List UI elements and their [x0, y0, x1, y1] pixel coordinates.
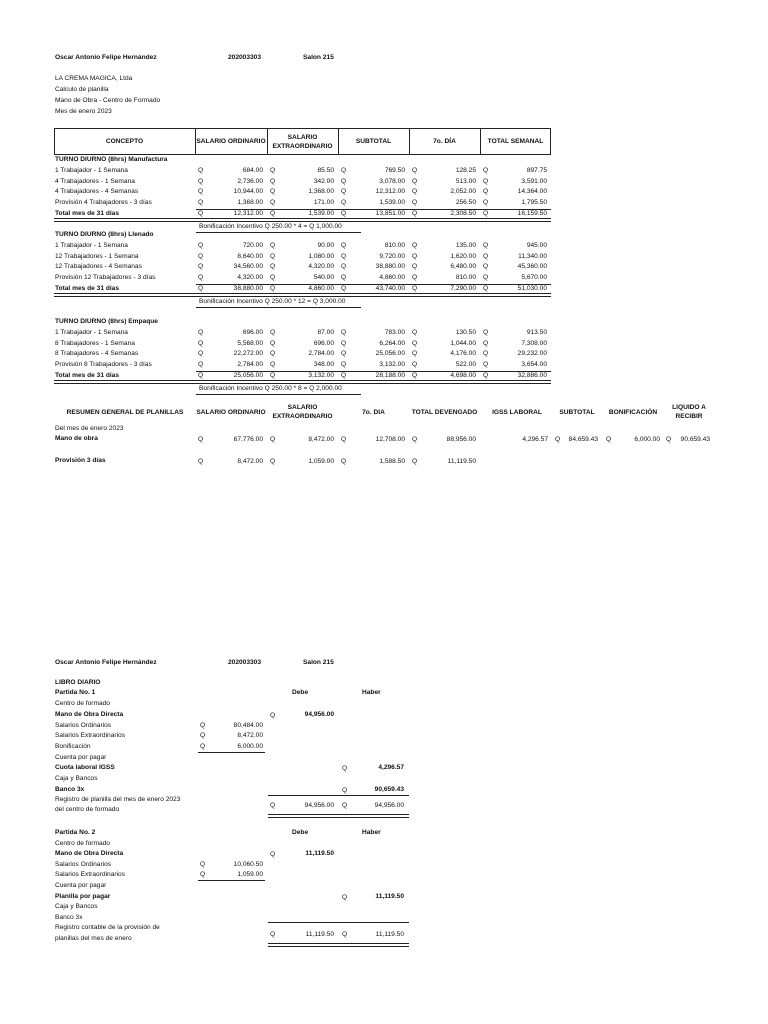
currency-q: Q	[270, 177, 276, 185]
resumen-col-devengado: TOTAL DEVENGADO	[411, 408, 478, 416]
row-value: 897.75	[526, 166, 547, 174]
total-value: 7,290.00	[450, 285, 476, 292]
currency-q: Q	[341, 210, 347, 217]
currency-q: Q	[483, 372, 489, 379]
currency-q: Q	[412, 285, 418, 292]
row-label: 8 Trabajadores - 4 Semanas	[55, 350, 139, 358]
resumen-mano-subtotal: 84,659.43	[568, 436, 598, 443]
col-concepto: CONCEPTO	[105, 138, 144, 145]
row-value: 135.00	[455, 241, 476, 249]
p2-sal-ext-label: Salarios Extraordinarios	[55, 871, 125, 878]
currency-q: Q	[270, 210, 276, 217]
p1-caja: Caja y Bancos	[55, 775, 98, 782]
total-value: 32,886.00	[517, 372, 547, 379]
currency-q: Q	[200, 722, 206, 729]
row-value: 7,308.00	[521, 339, 547, 347]
resumen-mano-bonificacion: 6,000.00	[634, 436, 660, 443]
rule-line	[196, 394, 361, 395]
p2-caja: Caja y Bancos	[55, 903, 98, 910]
p2-registro-1: Registro contable de la provisión de	[55, 924, 160, 931]
row-value: 10,944.00	[233, 188, 263, 196]
currency-q: Q	[483, 166, 489, 174]
row-label: 12 Trabajadores - 1 Semana	[55, 252, 139, 260]
currency-q: Q	[483, 350, 489, 358]
currency-q: Q	[341, 252, 347, 260]
currency-q: Q	[483, 361, 489, 369]
p1-bonif-value: 6,000.00	[237, 743, 263, 750]
p1-registro-2: del centro de formado	[55, 806, 120, 813]
p1-sal-ord-value: 80,484.00	[233, 722, 263, 729]
currency-q: Q	[483, 263, 489, 271]
bonus-note: Bonificación Incentivo Q 250.00 * 12 = Q 3,000.00	[199, 298, 346, 305]
currency-q: Q	[198, 436, 204, 443]
p1-cxp: Cuenta por pagar	[55, 754, 107, 761]
currency-q: Q	[412, 166, 418, 174]
total-value: 2,308.50	[450, 210, 476, 217]
resumen-prov-devengado: 11,119.50	[447, 458, 476, 465]
salon-label: Salon 215	[303, 54, 334, 61]
row-value: 810.00	[384, 241, 405, 249]
row-value: 513.00	[455, 177, 476, 185]
row-value: 4,176.00	[450, 350, 476, 358]
currency-q: Q	[270, 339, 276, 347]
currency-q: Q	[483, 210, 489, 217]
currency-q: Q	[270, 166, 276, 174]
currency-q: Q	[270, 712, 276, 719]
p2-mano-label: Mano de Obra Directa	[55, 850, 124, 857]
resumen-col-sal-ext: SALARIO EXTRAORDINARIO	[272, 404, 333, 420]
p1-sal-ext-label: Salarios Extraordinarios	[55, 732, 125, 739]
row-value: 12,312.00	[375, 188, 405, 196]
row-value: 913.50	[526, 328, 547, 336]
currency-q: Q	[341, 274, 347, 282]
debe-header: Debe	[292, 689, 309, 696]
row-value: 2,052.00	[450, 188, 476, 196]
currency-q: Q	[412, 274, 418, 282]
p1-banco-haber: 90,659.43	[374, 786, 404, 793]
total-value: 43,740.00	[375, 285, 405, 292]
total-value: 12,312.00	[233, 210, 263, 217]
col-septimo-dia: 7o. DÍA	[433, 138, 456, 145]
haber-header-2: Haber	[362, 829, 381, 836]
resumen-mano-devengado: 88,956.00	[446, 436, 476, 443]
row-value: 87.00	[317, 328, 334, 336]
currency-q: Q	[270, 199, 276, 207]
p2-total-debe: 11,119.50	[305, 931, 334, 938]
currency-q: Q	[270, 350, 276, 358]
resumen-mano-igss: 4,296.57	[522, 436, 548, 443]
currency-q: Q	[270, 931, 276, 938]
resumen-col-septimo: 7o. DIA	[362, 408, 385, 416]
rule-line	[196, 307, 361, 308]
row-label: Provisión 4 Trabajadores - 3 días	[55, 199, 152, 207]
row-value: 3,132.00	[379, 361, 405, 369]
row-value: 3,591.00	[521, 177, 547, 185]
currency-q: Q	[412, 199, 418, 207]
currency-q: Q	[198, 210, 204, 217]
rule-line	[196, 232, 361, 233]
currency-q: Q	[412, 361, 418, 369]
total-value: 1,539.00	[308, 210, 334, 217]
currency-q: Q	[270, 263, 276, 271]
currency-q: Q	[270, 252, 276, 260]
rule-line	[54, 380, 551, 384]
currency-q: Q	[483, 241, 489, 249]
currency-q: Q	[270, 274, 276, 282]
currency-q: Q	[270, 458, 276, 465]
currency-q: Q	[198, 328, 204, 336]
p1-bonif-label: Bonificación	[55, 743, 91, 750]
row-label: 1 Trabajador - 1 Semana	[55, 166, 128, 174]
row-value: 696.00	[313, 339, 334, 347]
resumen-prov-septimo: 1,588.50	[379, 458, 405, 465]
doc-period: Mes de enero 2023	[55, 108, 112, 115]
currency-q: Q	[200, 743, 206, 750]
p2-mano-debe: 11,119.50	[305, 850, 334, 857]
currency-q: Q	[198, 177, 204, 185]
author-name-2: Oscar Antonio Felipe Hernández	[55, 659, 157, 666]
col-subtotal: SUBTOTAL	[355, 138, 392, 145]
author-name: Oscar Antonio Felipe Hernández	[55, 54, 157, 61]
total-value: 38,880.00	[233, 285, 263, 292]
libro-title: LIBRO DIARIO	[55, 679, 101, 686]
currency-q: Q	[483, 339, 489, 347]
currency-q: Q	[412, 252, 418, 260]
currency-q: Q	[341, 361, 347, 369]
row-value: 171.00	[313, 199, 334, 207]
currency-q: Q	[341, 263, 347, 271]
currency-q: Q	[341, 241, 347, 249]
doc-subtitle: Calculo de planilla	[55, 86, 109, 93]
row-value: 783.00	[384, 328, 405, 336]
row-value: 4,320.00	[308, 263, 334, 271]
currency-q: Q	[412, 350, 418, 358]
currency-q: Q	[270, 285, 276, 292]
row-label: 8 Trabajadores - 1 Semana	[55, 339, 135, 347]
currency-q: Q	[483, 274, 489, 282]
doc-department: Mano de Obra - Centro de Formado	[55, 97, 161, 104]
row-value: 810.00	[455, 274, 476, 282]
total-value: 16,159.50	[517, 210, 547, 217]
row-value: 9,720.00	[379, 252, 405, 260]
p2-total-haber: 11,119.50	[375, 931, 404, 938]
row-value: 11,340.00	[518, 252, 547, 260]
currency-q: Q	[198, 361, 204, 369]
total-value: 4,698.00	[450, 372, 476, 379]
row-value: 1,620.00	[450, 252, 476, 260]
col-salario-extraordinario: SALARIO EXTRAORDINARIO	[272, 133, 333, 150]
currency-q: Q	[200, 732, 206, 739]
rule-line	[54, 293, 551, 297]
col-salario-ordinario: SALARIO ORDINARIO	[196, 138, 266, 145]
p2-centro: Centro de formado	[55, 840, 110, 847]
row-value: 1,795.50	[521, 199, 547, 207]
row-value: 3,078.00	[379, 177, 405, 185]
currency-q: Q	[270, 361, 276, 369]
partida-1-title: Partida No. 1	[55, 689, 96, 696]
currency-q: Q	[198, 188, 204, 196]
currency-q: Q	[483, 177, 489, 185]
resumen-prov-sal-ext: 1,059.00	[308, 458, 334, 465]
col-total-semanal: TOTAL SEMANAL	[487, 138, 544, 145]
currency-q: Q	[412, 188, 418, 196]
row-value: 540.00	[313, 274, 334, 282]
currency-q: Q	[200, 861, 206, 868]
row-value: 22,272.00	[233, 350, 263, 358]
row-value: 348.00	[313, 361, 334, 369]
total-value: 28,188.00	[375, 372, 405, 379]
row-value: 1,044.00	[450, 339, 476, 347]
row-value: 128.25	[455, 166, 476, 174]
currency-q: Q	[341, 188, 347, 196]
row-value: 684.00	[242, 166, 263, 174]
currency-q: Q	[198, 241, 204, 249]
row-label: 4 Trabajadores - 1 Semana	[55, 177, 135, 185]
row-value: 8,640.00	[237, 252, 263, 260]
row-label: Provisión 8 Trabajadores - 3 días	[55, 361, 152, 369]
currency-q: Q	[270, 802, 276, 809]
row-value: 522.00	[455, 361, 476, 369]
currency-q: Q	[483, 285, 489, 292]
currency-q: Q	[341, 285, 347, 292]
currency-q: Q	[412, 241, 418, 249]
row-value: 3,654.00	[521, 361, 547, 369]
p1-igss-haber: 4,296.57	[378, 764, 404, 771]
total-label: Total mes de 31 días	[55, 285, 120, 292]
currency-q: Q	[342, 931, 348, 938]
section-title: TURNO DIURNO (8hrs) Llenado	[55, 231, 154, 238]
resumen-col-bonificacion: BONIFICACIÓN	[608, 408, 658, 416]
row-label: 1 Trabajador - 1 Semana	[55, 241, 128, 249]
currency-q: Q	[341, 458, 347, 465]
row-value: 2,784.00	[237, 361, 263, 369]
p1-centro: Centro de formado	[55, 700, 110, 707]
currency-q: Q	[412, 339, 418, 347]
resumen-mano-septimo: 12,708.00	[375, 436, 405, 443]
resumen-period: Del mes de enero 2023	[55, 425, 124, 432]
row-value: 14,364.00	[517, 188, 547, 196]
p2-planilla-haber: 11,119.50	[375, 893, 404, 900]
p1-sal-ord-label: Salarios Ordinarios	[55, 722, 112, 729]
row-label: 4 Trabajadores - 4 Semanas	[55, 188, 139, 196]
row-value: 696.00	[242, 328, 263, 336]
p2-sal-ord-value: 10,060.50	[233, 861, 263, 868]
currency-q: Q	[483, 199, 489, 207]
p1-total-debe: 94,956.00	[304, 802, 334, 809]
currency-q: Q	[341, 436, 347, 443]
currency-q: Q	[198, 458, 204, 465]
section-title: TURNO DIURNO (8hrs) Manufactura	[55, 156, 168, 163]
p1-total-haber: 94,956.00	[374, 802, 404, 809]
currency-q: Q	[342, 787, 348, 794]
resumen-title: RESUMEN GENERAL DE PLANILLAS	[66, 408, 184, 416]
total-value: 13,851.00	[375, 210, 405, 217]
total-value: 25,056.00	[233, 372, 263, 379]
row-value: 2,784.00	[308, 350, 334, 358]
p2-planilla-label: Planilla por pagar	[55, 893, 111, 900]
currency-q: Q	[412, 458, 418, 465]
currency-q: Q	[342, 765, 348, 772]
row-label: 12 Trabajadores - 4 Semanas	[55, 263, 142, 271]
currency-q: Q	[412, 372, 418, 379]
salon-label-2: Salon 215	[303, 659, 334, 666]
currency-q: Q	[198, 252, 204, 260]
row-value: 256.50	[455, 199, 476, 207]
currency-q: Q	[198, 166, 204, 174]
resumen-mano-label: Mano de obra	[55, 435, 98, 442]
row-value: 4,320.00	[237, 274, 263, 282]
resumen-col-subtotal: SUBTOTAL	[559, 408, 595, 416]
currency-q: Q	[200, 871, 206, 878]
currency-q: Q	[198, 339, 204, 347]
row-value: 5,568.00	[237, 339, 263, 347]
resumen-col-igss: IGSS LABORAL	[492, 408, 542, 416]
p2-banco: Banco 3x	[55, 914, 83, 921]
row-value: 38,880.00	[375, 263, 405, 271]
carne-number-2: 202003303	[228, 659, 262, 666]
bonus-note: Bonificación Incentivo Q 250.00 * 4 = Q 1,000.00	[199, 223, 342, 230]
p1-banco-label: Banco 3x	[55, 786, 85, 793]
row-value: 1,368.00	[237, 199, 263, 207]
carne-number: 202003303	[228, 54, 262, 61]
currency-q: Q	[412, 328, 418, 336]
resumen-mano-sal-ext: 8,472.00	[308, 436, 334, 443]
currency-q: Q	[666, 436, 672, 443]
currency-q: Q	[412, 177, 418, 185]
currency-q: Q	[270, 241, 276, 249]
currency-q: Q	[341, 199, 347, 207]
currency-q: Q	[270, 372, 276, 379]
currency-q: Q	[412, 436, 418, 443]
row-value: 6,480.00	[450, 263, 476, 271]
row-value: 34,560.00	[233, 263, 263, 271]
currency-q: Q	[270, 851, 276, 858]
row-value: 6,264.00	[379, 339, 405, 347]
p2-registro-2: planillas del mes de enero	[55, 935, 132, 942]
currency-q: Q	[341, 328, 347, 336]
row-value: 769.50	[384, 166, 405, 174]
currency-q: Q	[342, 802, 348, 809]
currency-q: Q	[555, 436, 561, 443]
currency-q: Q	[483, 252, 489, 260]
p1-mano-label: Mano de Obra Directa	[55, 711, 124, 718]
row-value: 720.00	[242, 241, 263, 249]
row-value: 130.50	[455, 328, 476, 336]
currency-q: Q	[412, 263, 418, 271]
resumen-mano-sal-ord: 67,776.00	[233, 436, 263, 443]
row-value: 1,080.00	[308, 252, 334, 260]
p1-sal-ext-value: 8,472.00	[237, 732, 263, 739]
bonus-note: Bonificación Incentivo Q 250.00 * 8 = Q 2,000.00	[199, 385, 342, 392]
currency-q: Q	[341, 339, 347, 347]
debe-header-2: Debe	[292, 829, 309, 836]
row-value: 45,360.00	[517, 263, 547, 271]
currency-q: Q	[483, 188, 489, 196]
currency-q: Q	[342, 894, 348, 901]
currency-q: Q	[198, 263, 204, 271]
resumen-col-liquido: LIQUIDO A RECIBIR	[672, 404, 706, 420]
currency-q: Q	[270, 436, 276, 443]
total-value: 4,860.00	[308, 285, 334, 292]
currency-q: Q	[198, 274, 204, 282]
rule-line	[54, 218, 551, 222]
currency-q: Q	[341, 350, 347, 358]
total-label: Total mes de 31 días	[55, 210, 120, 217]
currency-q: Q	[270, 328, 276, 336]
row-value: 90.00	[317, 241, 334, 249]
row-value: 342.00	[313, 177, 334, 185]
currency-q: Q	[198, 372, 204, 379]
row-label: Provisión 12 Trabajadores - 3 días	[55, 274, 156, 282]
row-value: 25,056.00	[375, 350, 405, 358]
currency-q: Q	[198, 285, 204, 292]
row-value: 5,670.00	[521, 274, 547, 282]
row-value: 4,860.00	[379, 274, 405, 282]
p1-registro-1: Registro de planilla del mes de enero 2023	[55, 796, 181, 803]
p2-sal-ext-value: 1,059.00	[237, 871, 263, 878]
row-label: 1 Trabajador - 1 Semana	[55, 328, 128, 336]
haber-header: Haber	[362, 689, 381, 696]
currency-q: Q	[606, 436, 612, 443]
p1-mano-debe: 94,956.00	[304, 711, 334, 718]
currency-q: Q	[270, 188, 276, 196]
p2-sal-ord-label: Salarios Ordinarios	[55, 861, 112, 868]
row-value: 1,368.00	[308, 188, 334, 196]
resumen-prov-sal-ord: 8,472.00	[237, 458, 263, 465]
currency-q: Q	[483, 328, 489, 336]
resumen-mano-liquido: 90,659.43	[680, 436, 710, 443]
resumen-provision-label: Provisión 3 días	[55, 457, 106, 464]
currency-q: Q	[341, 166, 347, 174]
row-value: 1,539.00	[379, 199, 405, 207]
row-value: 945.00	[526, 241, 547, 249]
p1-igss-label: Cuota laboral IGSS	[55, 764, 115, 771]
total-value: 3,132.00	[308, 372, 334, 379]
currency-q: Q	[412, 210, 418, 217]
section-title: TURNO DIURNO (8hrs) Empaque	[55, 318, 158, 325]
row-value: 85.50	[317, 166, 334, 174]
currency-q: Q	[198, 350, 204, 358]
currency-q: Q	[341, 372, 347, 379]
currency-q: Q	[341, 177, 347, 185]
total-label: Total mes de 31 días	[55, 372, 120, 379]
total-value: 51,030.00	[517, 285, 547, 292]
currency-q: Q	[198, 199, 204, 207]
p2-cxp: Cuenta por pagar	[55, 882, 107, 889]
partida-2-title: Partida No. 2	[55, 829, 96, 836]
resumen-col-sal-ord: SALARIO ORDINARIO	[196, 408, 266, 416]
row-value: 2,736.00	[237, 177, 263, 185]
company-name: LA CREMA MAGICA, Ltda	[55, 75, 133, 82]
row-value: 29,232.00	[517, 350, 547, 358]
